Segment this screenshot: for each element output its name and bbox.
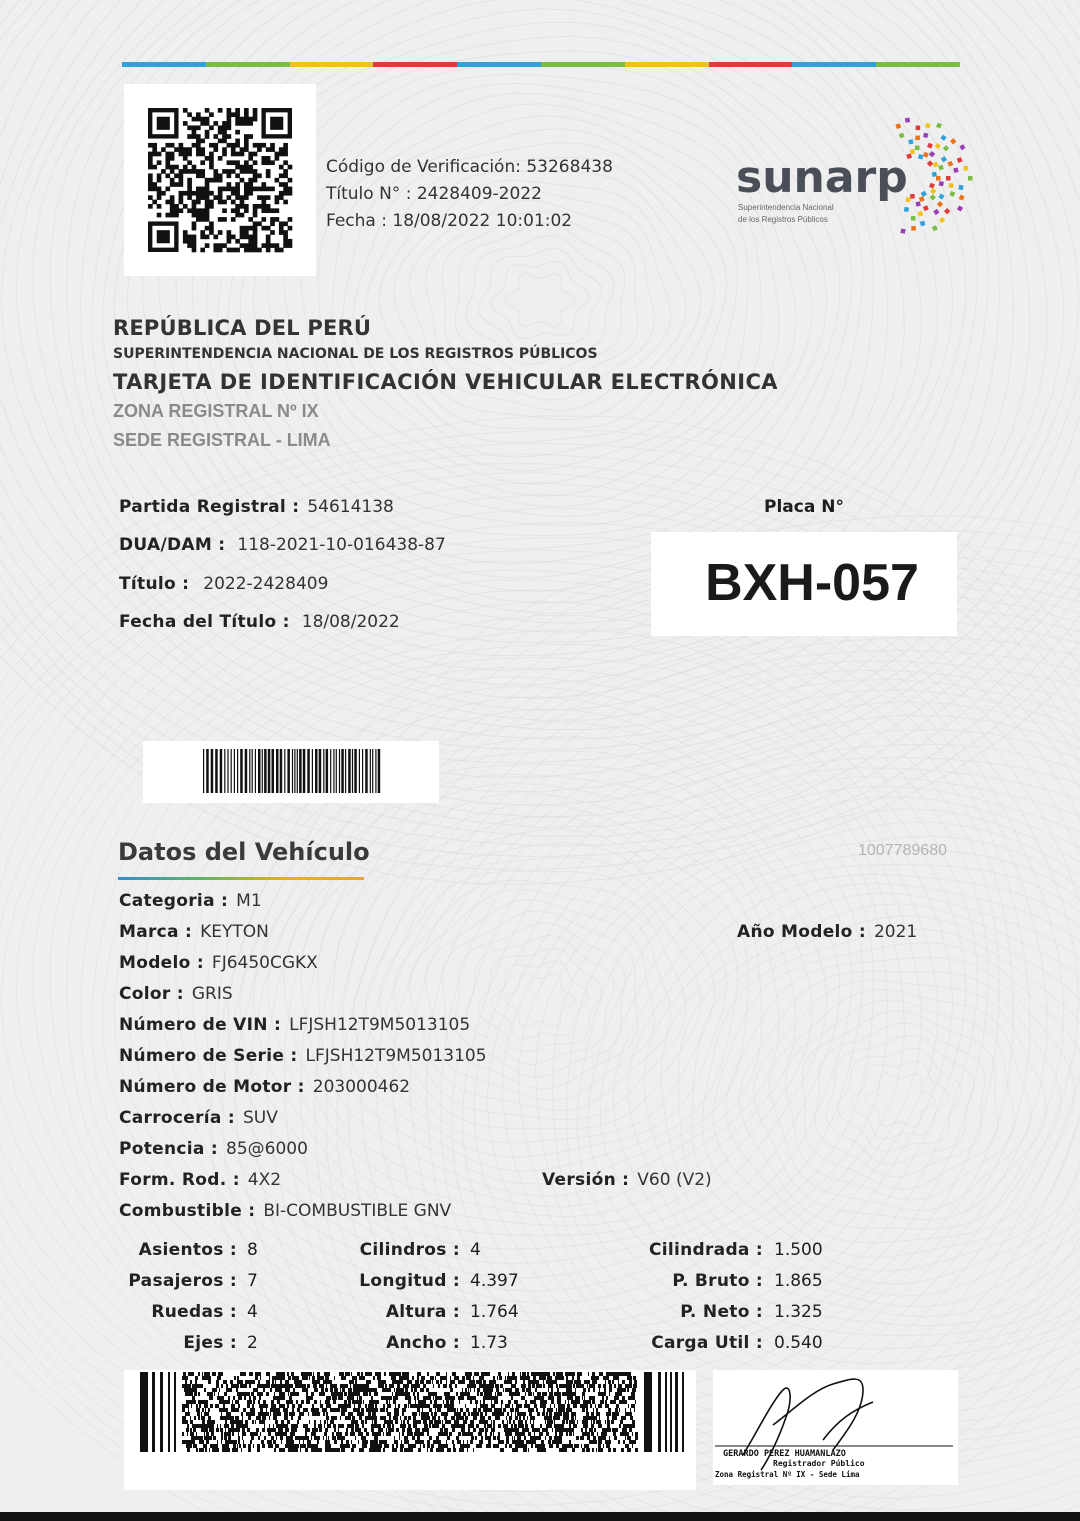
sede-registral: SEDE REGISTRAL - LIMA	[113, 430, 331, 450]
formrod-label: Form. Rod. :	[119, 1170, 240, 1190]
signer-name: GERARDO PEREZ HUAMANLAZO	[723, 1449, 846, 1459]
titulo-row	[119, 574, 328, 594]
dua-row	[119, 535, 446, 555]
categoria-value: M1	[236, 891, 262, 911]
anio-row	[737, 922, 917, 942]
ruedas-label: Ruedas :	[151, 1302, 237, 1322]
version-value: V60 (V2)	[637, 1170, 712, 1190]
altura-label: Altura :	[385, 1302, 460, 1322]
anio-value: 2021	[873, 922, 918, 942]
fecha-titulo-value: 18/08/2022	[301, 612, 400, 632]
categoria-row	[119, 891, 262, 911]
pdf417-barcode	[124, 1370, 696, 1490]
modelo-label: Modelo :	[119, 953, 204, 973]
placa-number: BXH-057	[705, 554, 919, 612]
carroceria-value: SUV	[243, 1108, 278, 1128]
signer-role: Registrador Público	[773, 1459, 865, 1468]
marca-value: KEYTON	[200, 922, 269, 942]
ejes-value: 2	[247, 1333, 258, 1353]
ancho-label: Ancho :	[386, 1333, 460, 1353]
verification-date: Fecha : 18/08/2022 10:01:02	[326, 211, 573, 231]
color-row	[119, 984, 233, 1004]
anio-label: Año Modelo :	[737, 922, 866, 942]
sunarp-logo	[734, 104, 974, 238]
verification-code: Código de Verificación: 53268438	[326, 157, 613, 177]
pasajeros-value: 7	[247, 1271, 258, 1291]
qr-code-icon	[124, 84, 316, 276]
logo-wordmark: sunarp	[736, 152, 908, 203]
carroceria-label: Carrocería :	[119, 1108, 236, 1128]
motor-row	[119, 1077, 410, 1097]
version-row	[542, 1170, 712, 1190]
dua-value: 118-2021-10-016438-87	[237, 535, 446, 555]
cargautil-label: Carga Util :	[651, 1333, 763, 1353]
serie-value: LFJSH12T9M5013105	[305, 1046, 487, 1066]
verification-block	[326, 154, 613, 235]
logo-subtitle-2: de los Registros Públicos	[738, 215, 828, 224]
partida-label: Partida Registral :	[119, 497, 300, 517]
pasajeros-label: Pasajeros :	[128, 1271, 237, 1291]
pdf417-barcode-icon	[124, 1370, 696, 1490]
qr-code	[124, 84, 316, 276]
cargautil-value: 0.540	[774, 1333, 823, 1353]
potencia-value: 85@6000	[226, 1139, 308, 1159]
vin-value: LFJSH12T9M5013105	[289, 1015, 471, 1035]
formrod-row	[119, 1170, 281, 1190]
cilindros-value: 4	[470, 1240, 481, 1260]
version-label: Versión :	[542, 1170, 630, 1190]
dua-label: DUA/DAM :	[119, 535, 226, 555]
motor-label: Número de Motor :	[119, 1077, 305, 1097]
ejes-label: Ejes :	[183, 1333, 237, 1353]
document-number: 1007789680	[858, 842, 947, 859]
barcode-icon	[143, 741, 439, 803]
country-heading: REPÚBLICA DEL PERÚ	[113, 316, 372, 340]
fecha-titulo-label: Fecha del Título :	[119, 612, 290, 632]
potencia-label: Potencia :	[119, 1139, 218, 1159]
section-underline	[118, 877, 364, 880]
combustible-value: BI-COMBUSTIBLE GNV	[263, 1201, 452, 1221]
color-label: Color :	[119, 984, 184, 1004]
logo-subtitle-1: Superintendencia Nacional	[738, 203, 834, 212]
partida-value: 54614138	[307, 497, 394, 517]
marca-row	[119, 922, 269, 942]
color-stripe	[122, 62, 960, 67]
signature-block	[713, 1370, 958, 1485]
ruedas-value: 4	[247, 1302, 258, 1322]
cilindrada-value: 1.500	[774, 1240, 823, 1260]
document-title: TARJETA DE IDENTIFICACIÓN VEHICULAR ELECTRÓNICA	[113, 370, 778, 394]
section-title: Datos del Vehículo	[118, 838, 370, 866]
categoria-label: Categoria :	[119, 891, 229, 911]
pbruto-label: P. Bruto :	[672, 1271, 763, 1291]
formrod-value: 4X2	[247, 1170, 282, 1190]
zona-registral: ZONA REGISTRAL Nº IX	[113, 401, 319, 421]
asientos-label: Asientos :	[138, 1240, 237, 1260]
color-value: GRIS	[191, 984, 233, 1004]
marca-label: Marca :	[119, 922, 193, 942]
cilindrada-label: Cilindrada :	[648, 1240, 763, 1260]
modelo-row	[119, 953, 318, 973]
combustible-label: Combustible :	[119, 1201, 256, 1221]
institution-heading: SUPERINTENDENCIA NACIONAL DE LOS REGISTROS PÚBLICOS	[113, 346, 598, 362]
barcode	[143, 741, 439, 803]
cilindros-label: Cilindros :	[359, 1240, 460, 1260]
vin-row	[119, 1015, 470, 1035]
vin-label: Número de VIN :	[119, 1015, 282, 1035]
motor-value: 203000462	[312, 1077, 411, 1097]
carroceria-row	[119, 1108, 278, 1128]
longitud-value: 4.397	[470, 1271, 519, 1291]
fecha-titulo-row	[119, 612, 400, 632]
combustible-row	[119, 1201, 451, 1221]
serie-row	[119, 1046, 487, 1066]
serie-label: Número de Serie :	[119, 1046, 298, 1066]
partida-row	[119, 497, 394, 517]
verification-title: Título N° : 2428409-2022	[326, 184, 542, 204]
asientos-value: 8	[247, 1240, 258, 1260]
signer-zona: Zona Registral Nº IX - Sede Lima	[715, 1470, 860, 1479]
titulo-value: 2022-2428409	[203, 574, 329, 594]
pneto-label: P. Neto :	[680, 1302, 763, 1322]
modelo-value: FJ6450CGKX	[211, 953, 318, 973]
pneto-value: 1.325	[774, 1302, 823, 1322]
ancho-value: 1.73	[470, 1333, 508, 1353]
titulo-label: Título :	[119, 574, 190, 594]
longitud-label: Longitud :	[359, 1271, 460, 1291]
potencia-row	[119, 1139, 308, 1159]
bottom-bar	[0, 1512, 1080, 1521]
altura-value: 1.764	[470, 1302, 519, 1322]
placa-label: Placa N°	[764, 497, 844, 517]
pbruto-value: 1.865	[774, 1271, 823, 1291]
